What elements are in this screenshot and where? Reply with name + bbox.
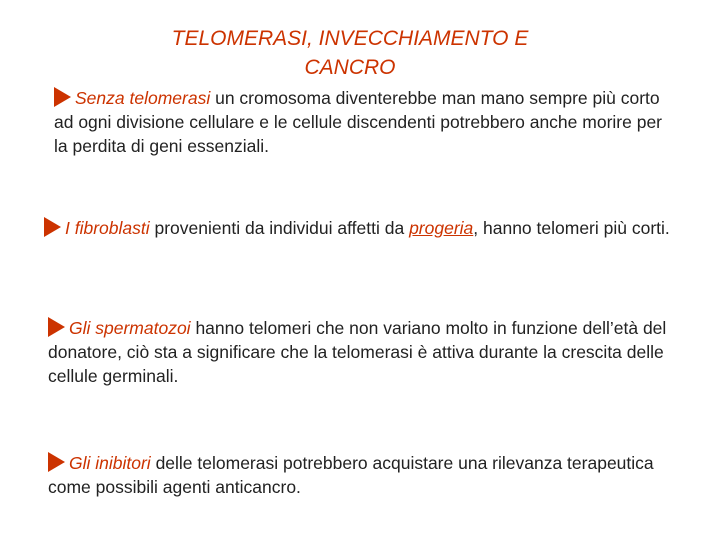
arrow-bullet-icon xyxy=(48,317,65,337)
bullet-keyword-progeria: progeria xyxy=(409,218,474,238)
arrow-bullet-icon xyxy=(48,452,65,472)
bullet-text-b: , hanno telomeri più corti. xyxy=(473,218,670,238)
bullet-text: delle telomerasi potrebbero acquistare una rilevanza terapeutica come possibili agenti anticancro. xyxy=(48,453,654,497)
page-title xyxy=(0,24,700,82)
bullet-text-a: provenienti da individui affetti da xyxy=(149,218,410,238)
bullet-text: un cromosoma diventerebbe man mano sempre più corto ad ogni divisione cellulare e le cellule discendenti potrebbero anche morire per la perdita di geni essenziali. xyxy=(54,88,663,156)
bullet-keyword: Senza telomerasi xyxy=(75,88,211,108)
bullet-4 xyxy=(48,451,688,499)
bullet-keyword: Gli spermatozoi xyxy=(69,318,191,338)
bullet-1 xyxy=(54,86,674,158)
arrow-bullet-icon xyxy=(54,87,71,107)
bullet-keyword: I fibroblasti xyxy=(65,218,150,238)
arrow-bullet-icon xyxy=(44,217,61,237)
bullet-3 xyxy=(48,316,688,388)
title-line-1: TELOMERASI, INVECCHIAMENTO E xyxy=(171,27,529,50)
bullet-keyword: Gli inibitori xyxy=(69,453,151,473)
title-line-2: CANCRO xyxy=(304,56,396,79)
bullet-text: hanno telomeri che non variano molto in funzione dell’età del donatore, ciò sta a significare che la telomerasi è attiva durante la crescita delle cellule germinali. xyxy=(48,318,667,386)
bullet-2 xyxy=(44,216,704,240)
